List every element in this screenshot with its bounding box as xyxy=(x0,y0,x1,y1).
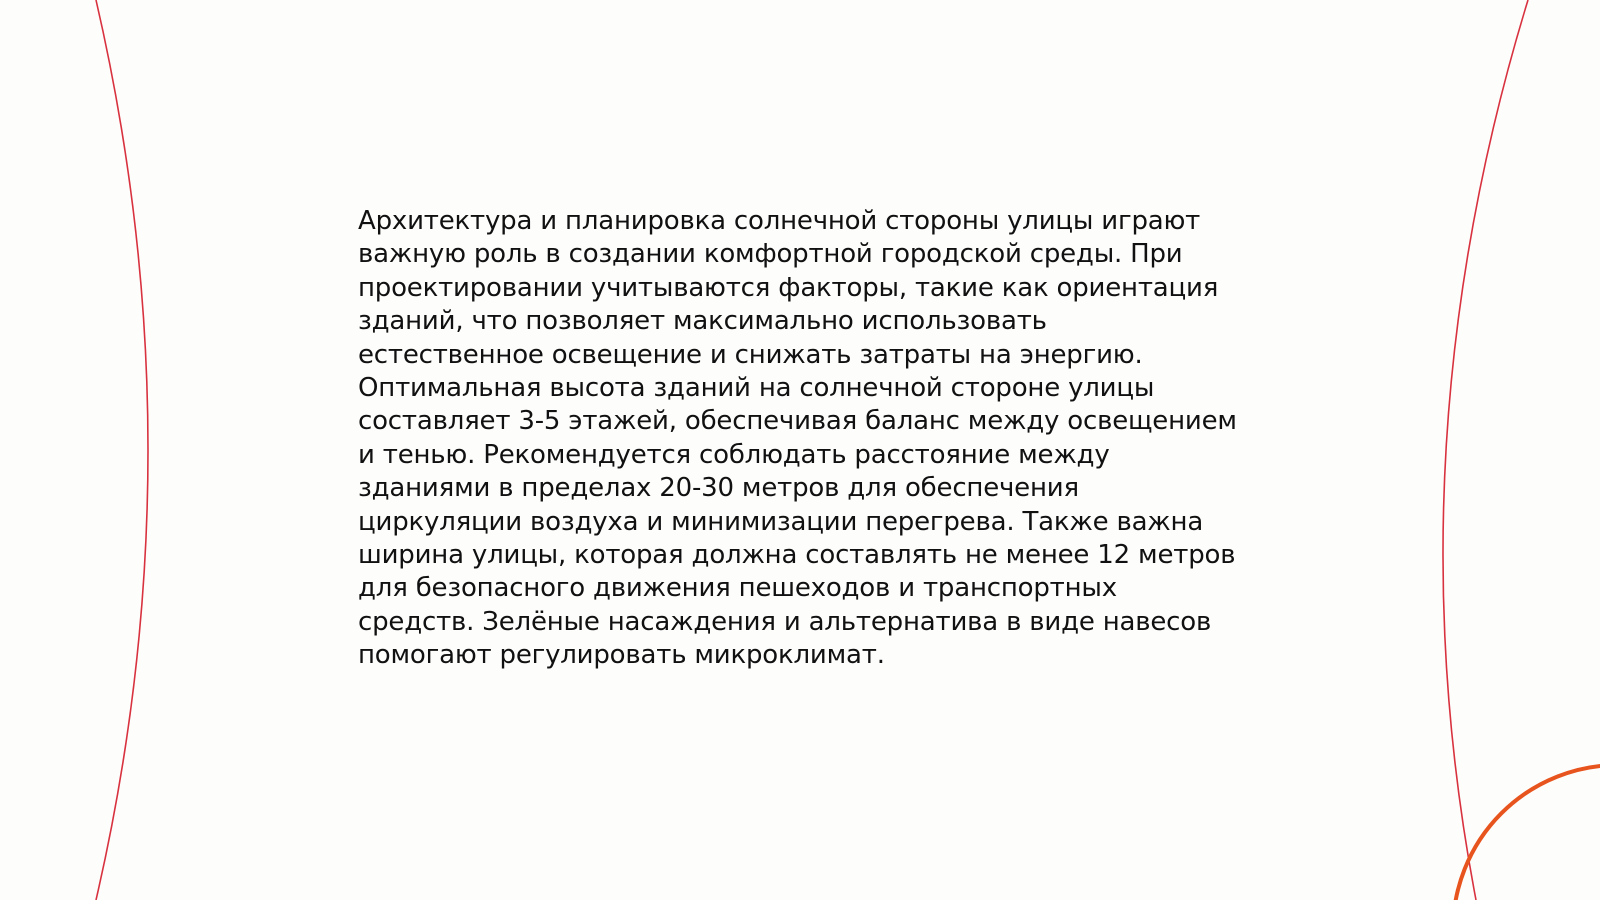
paragraph-line: зданиями в пределах 20-30 метров для обеспечения xyxy=(358,473,1079,504)
paragraph-line: Архитектура и планировка солнечной стороны улицы играют xyxy=(358,206,1201,236)
paragraph-line: для безопасного движения пешеходов и транспортных xyxy=(358,573,1117,604)
paragraph-line: циркуляции воздуха и минимизации перегрева. Также важна xyxy=(358,506,1204,537)
paragraph-line: важную роль в создании комфортной городской среды. При xyxy=(358,239,1183,270)
orange-decor-arc xyxy=(1453,765,1600,900)
body-paragraph xyxy=(358,205,1238,673)
right-decor-curve xyxy=(1443,0,1528,900)
paragraph-line: естественное освещение и снижать затраты на энергию. xyxy=(358,339,1143,370)
paragraph-line: проектировании учитываются факторы, такие как ориентация xyxy=(358,272,1219,303)
paragraph-line: зданий, что позволяет максимально использовать xyxy=(358,306,1047,337)
paragraph-line: помогают регулировать микроклимат. xyxy=(358,640,885,671)
paragraph-line: и тенью. Рекомендуется соблюдать расстояние между xyxy=(358,439,1110,470)
paragraph-line: средств. Зелёные насаждения и альтернатива в виде навесов xyxy=(358,606,1212,637)
left-decor-curve xyxy=(96,0,148,900)
paragraph-line: составляет 3-5 этажей, обеспечивая баланс между освещением xyxy=(358,406,1237,437)
paragraph-line: ширина улицы, которая должна составлять не менее 12 метров xyxy=(358,540,1236,571)
paragraph-line: Оптимальная высота зданий на солнечной стороне улицы xyxy=(358,373,1155,404)
